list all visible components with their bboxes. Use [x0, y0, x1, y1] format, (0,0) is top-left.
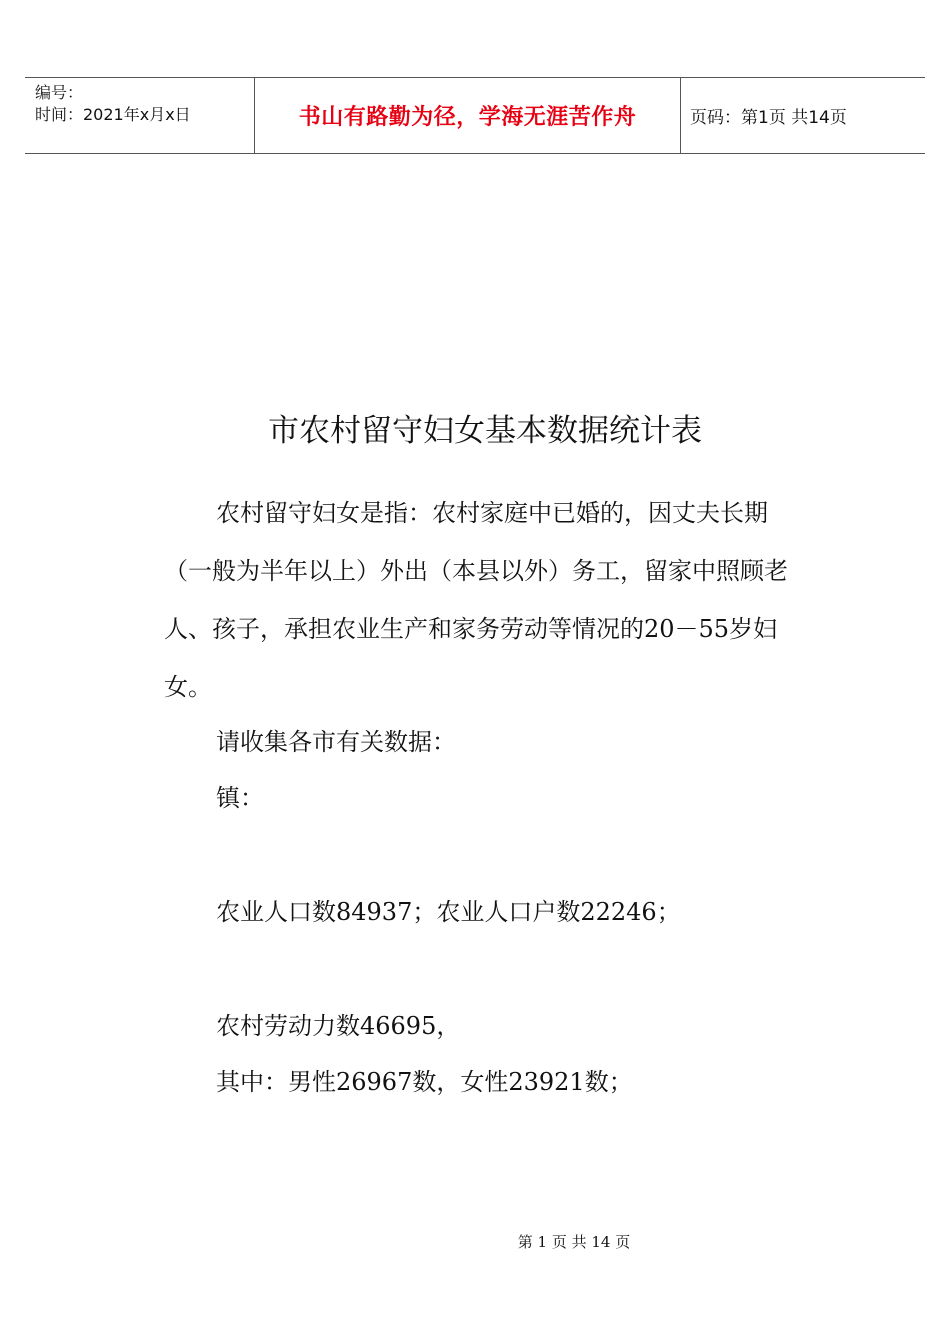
town-line: 镇：	[216, 784, 264, 812]
header-page-label: 页码：第1页 共14页	[690, 108, 847, 128]
request-line: 请收集各市有关数据：	[216, 728, 456, 756]
agri-population-line: 农业人口数84937；农业人口户数22246；	[216, 898, 681, 926]
document-title: 市农村留守妇女基本数据统计表	[268, 413, 702, 449]
labor-breakdown-line: 其中：男性26967数，女性23921数；	[216, 1068, 633, 1096]
page-footer: 第 1 页 共 14 页	[517, 1233, 631, 1251]
labor-line: 农村劳动力数46695，	[216, 1012, 461, 1040]
definition-paragraph: 农村留守妇女是指：农村家庭中已婚的，因丈夫长期（一般为半年以上）外出（本县以外）务工，留家中照顾老人、孩子，承担农业生产和家务劳动等情况的20－55岁妇女。	[164, 499, 788, 701]
header-motto: 书山有路勤为径，学海无涯苦作舟	[298, 105, 637, 130]
document-header	[25, 77, 925, 154]
document-time-label: 时间：2021年x月x日	[35, 105, 191, 124]
header-meta	[35, 82, 191, 126]
header-divider	[680, 78, 681, 153]
document-number-label: 编号：	[35, 83, 84, 102]
